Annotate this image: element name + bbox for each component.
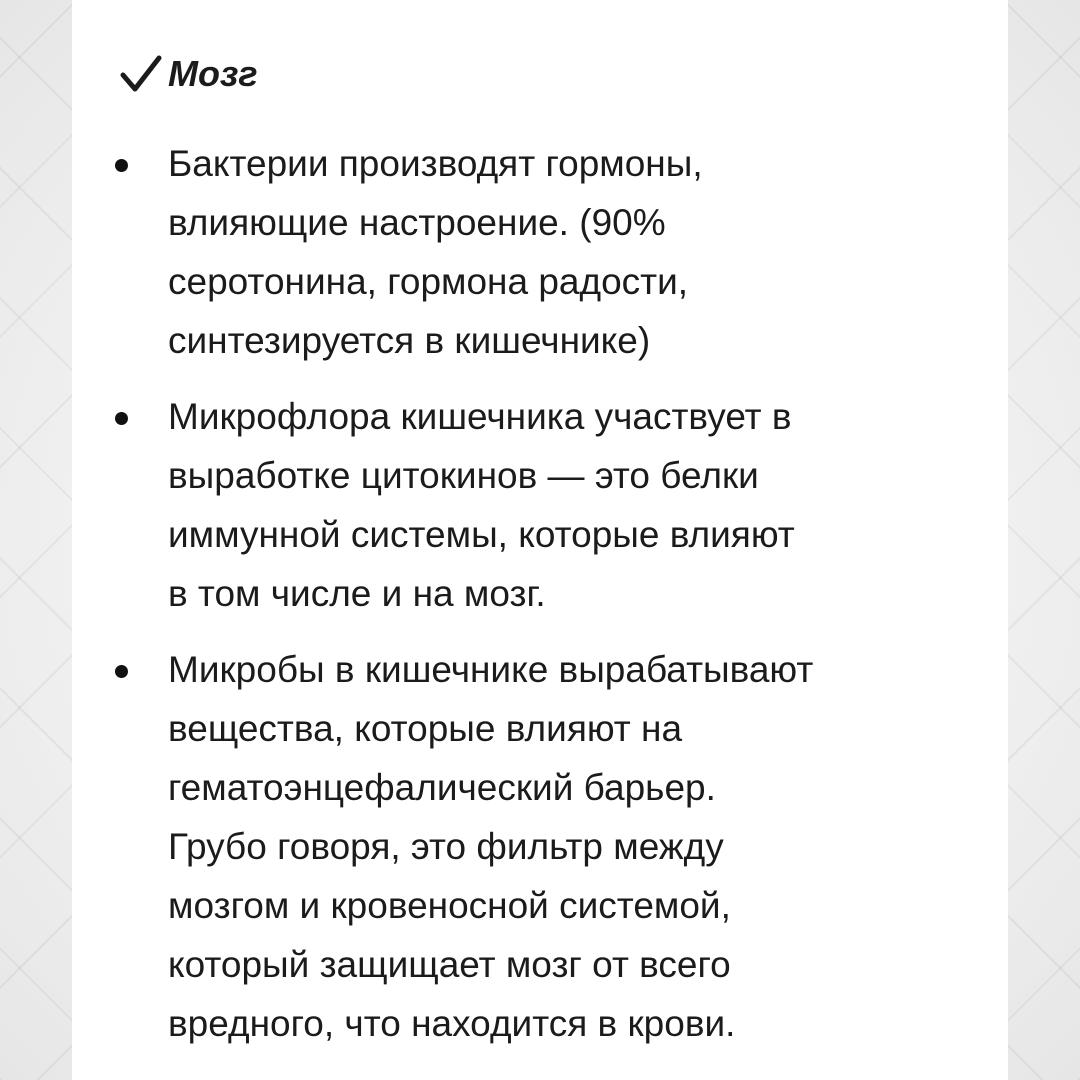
list-item (112, 134, 992, 370)
bullet-dot-icon (115, 159, 128, 172)
list-item (112, 640, 992, 1053)
list-item-text: Микрофлора кишечника участвует в выработке цитокинов — это белки иммунной системы, которые влияют в том числе и на мозг. (168, 396, 795, 614)
bullet-dot-icon (115, 665, 128, 678)
list-item (112, 387, 992, 623)
section-heading (120, 46, 258, 102)
content-card (72, 0, 1008, 1080)
bullet-list (112, 134, 992, 1070)
list-item-text: Бактерии производят гормоны, влияющие настроение. (90% серотонина, гормона радости, синтезируется в кишечнике) (168, 143, 703, 361)
section-title: Мозг (168, 53, 258, 94)
bullet-dot-icon (115, 412, 128, 425)
list-item-text: Микробы в кишечнике вырабатывают вещества, которые влияют на гематоэнцефалический барьер. Грубо говоря, это фильтр между мозгом и кровеносной системой, который защищает мозг от всего вредного, что находится в крови. (168, 649, 814, 1044)
checkmark-icon (120, 55, 162, 93)
